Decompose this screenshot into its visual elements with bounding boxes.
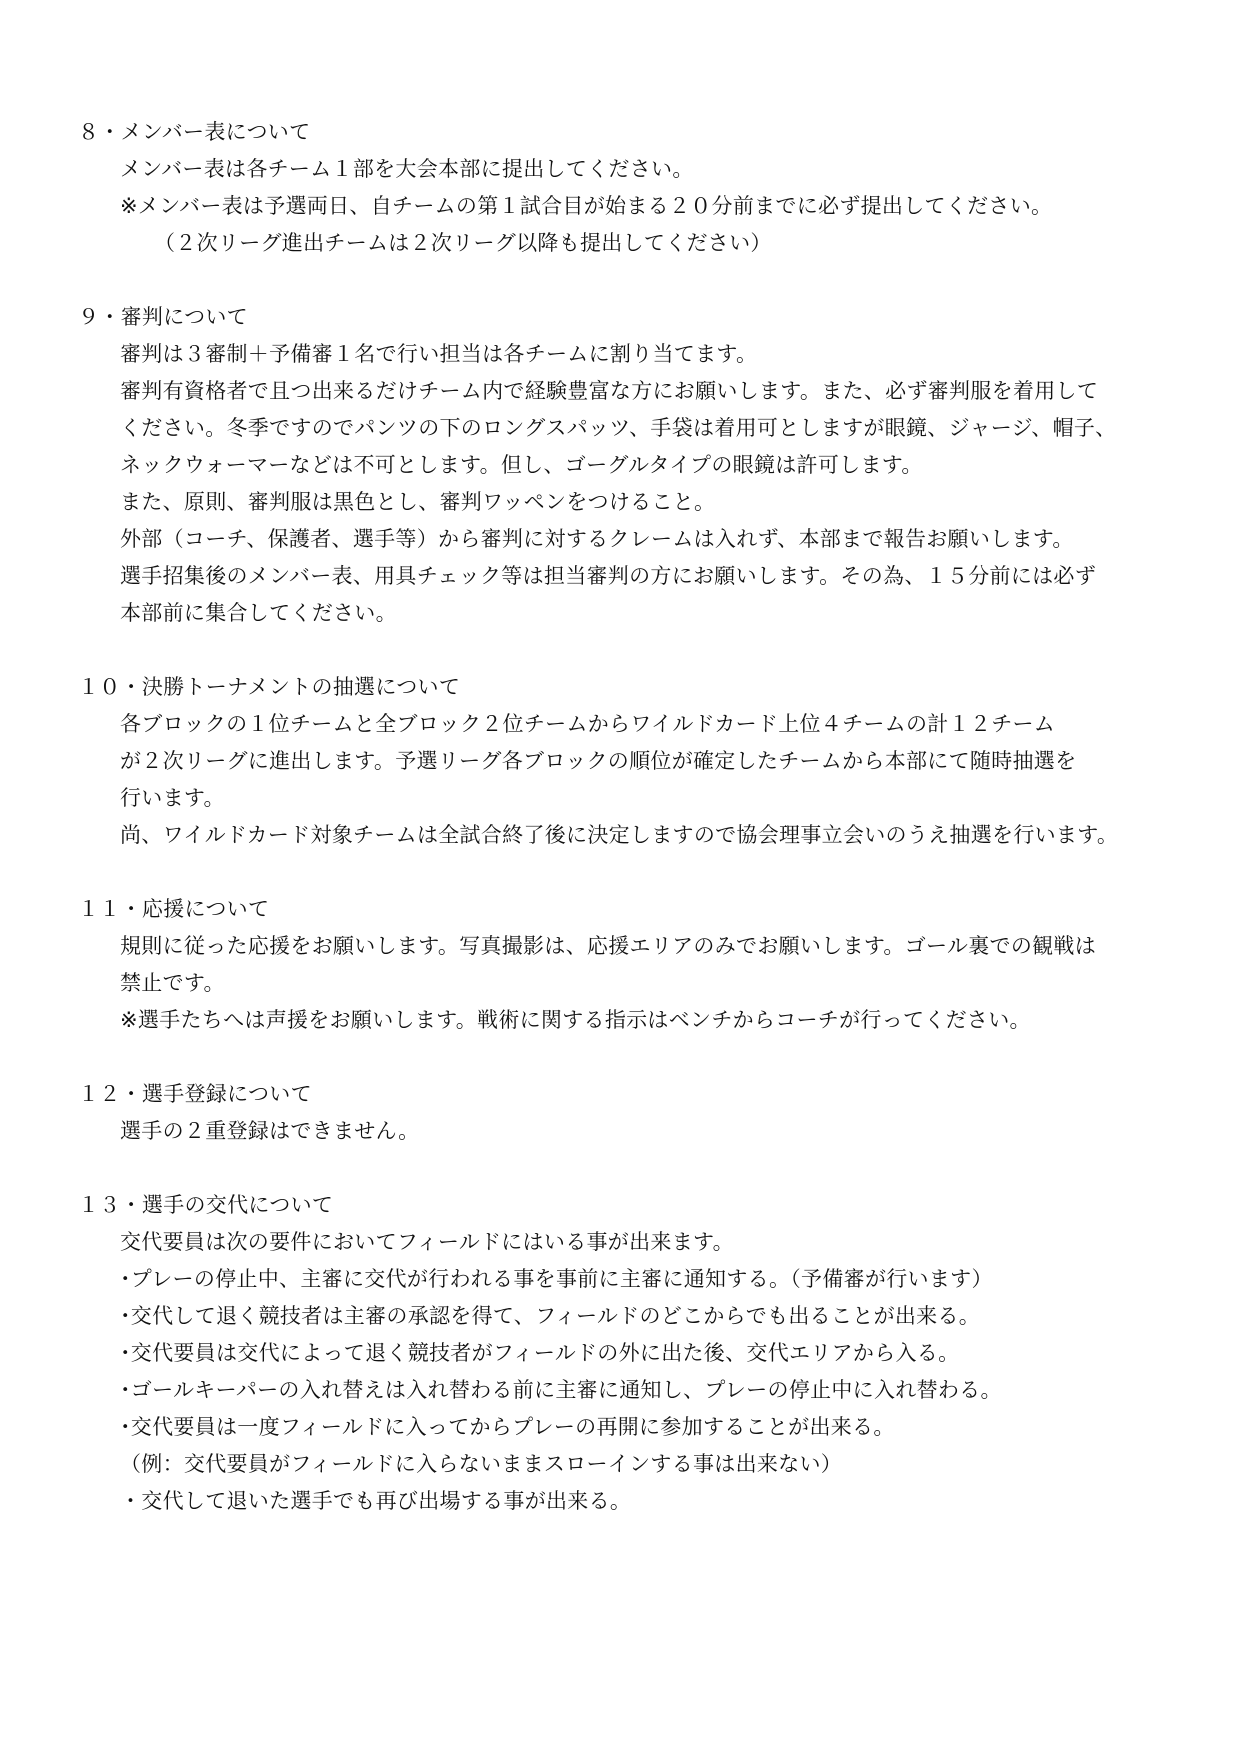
section-9-line-2: 審判有資格者で且つ出来るだけチーム内で経験豊富な方にお願いします。また、必ず審判服を着用して <box>120 379 1099 403</box>
section-13-line-3: ･交代して退く競技者は主審の承認を得て、フィールドのどこからでも出ることが出来る。 <box>120 1304 981 1328</box>
section-10-line-1: 各ブロックの１位チームと全ブロック２位チームからワイルドカード上位４チームの計１２チーム <box>120 712 1056 736</box>
section-9-line-3: ください。冬季ですのでパンツの下のロングスパッツ、手袋は着用可としますが眼鏡、ジャージ、帽子、 <box>120 416 1117 440</box>
section-13-line-4: ･交代要員は交代によって退く競技者がフィールドの外に出た後、交代エリアから入る。 <box>120 1341 960 1365</box>
section-9-line-6: 外部（コーチ、保護者、選手等）から審判に対するクレームは入れず、本部まで報告お願いします。 <box>120 527 1074 551</box>
section-10-heading: １０・決勝トーナメントの抽選について <box>78 675 461 699</box>
section-11-heading: １１・応援について <box>78 897 270 921</box>
section-11-line-3: ※選手たちへは声援をお願いします。戦術に関する指示はベンチからコーチが行ってください。 <box>120 1008 1031 1032</box>
section-13-line-1: 交代要員は次の要件においてフィールドにはいる事が出来ます。 <box>120 1230 734 1254</box>
section-9-line-1: 審判は３審制＋予備審１名で行い担当は各チームに割り当てます。 <box>120 342 758 366</box>
section-9-heading: ９・審判について <box>78 305 248 329</box>
section-8-line-3: （２次リーグ進出チームは２次リーグ以降も提出してください） <box>154 231 772 255</box>
section-8-heading: ８・メンバー表について <box>78 120 311 144</box>
section-9-line-4: ネックウォーマーなどは不可とします。但し、ゴーグルタイプの眼鏡は許可します。 <box>120 453 923 477</box>
section-9-line-7: 選手招集後のメンバー表、用具チェック等は担当審判の方にお願いします。その為、１５分前には必ず <box>120 564 1097 588</box>
section-8-line-2: ※メンバー表は予選両日、自チームの第１試合目が始まる２０分前までに必ず提出してください。 <box>120 194 1053 218</box>
section-12-line-1: 選手の２重登録はできません。 <box>120 1119 420 1143</box>
section-13-line-5: ･ゴールキーパーの入れ替えは入れ替わる前に主審に通知し、プレーの停止中に入れ替わる。 <box>120 1378 1002 1402</box>
section-8-line-1: メンバー表は各チーム１部を大会本部に提出してください。 <box>120 157 694 181</box>
section-11-line-2: 禁止です。 <box>120 971 225 995</box>
section-10-line-4: 尚、ワイルドカード対象チームは全試合終了後に決定しますので協会理事立会いのうえ抽選を行います。 <box>120 823 1119 847</box>
section-13-heading: １３・選手の交代について <box>78 1193 334 1217</box>
section-9-line-5: また、原則、審判服は黒色とし、審判ワッペンをつけること。 <box>120 490 716 514</box>
section-13-line-6: ･交代要員は一度フィールドに入ってからプレーの再開に参加することが出来る。 <box>120 1415 895 1439</box>
section-13-line-8: ・交代して退いた選手でも再び出場する事が出来る。 <box>120 1489 632 1513</box>
section-10-line-3: 行います。 <box>120 786 225 810</box>
section-13-line-7: （例：交代要員がフィールドに入らないままスローインする事は出来ない） <box>120 1452 843 1476</box>
section-12-heading: １２・選手登録について <box>78 1082 312 1106</box>
section-13-line-2: ･プレーの停止中、主審に交代が行われる事を事前に主審に通知する。（予備審が行います） <box>120 1267 993 1291</box>
section-10-line-2: が２次リーグに進出します。予選リーグ各ブロックの順位が確定したチームから本部にて随時抽選を <box>120 749 1077 773</box>
section-9-line-8: 本部前に集合してください。 <box>120 601 397 625</box>
section-11-line-1: 規則に従った応援をお願いします。写真撮影は、応援エリアのみでお願いします。ゴール裏での観戦は <box>120 934 1097 958</box>
